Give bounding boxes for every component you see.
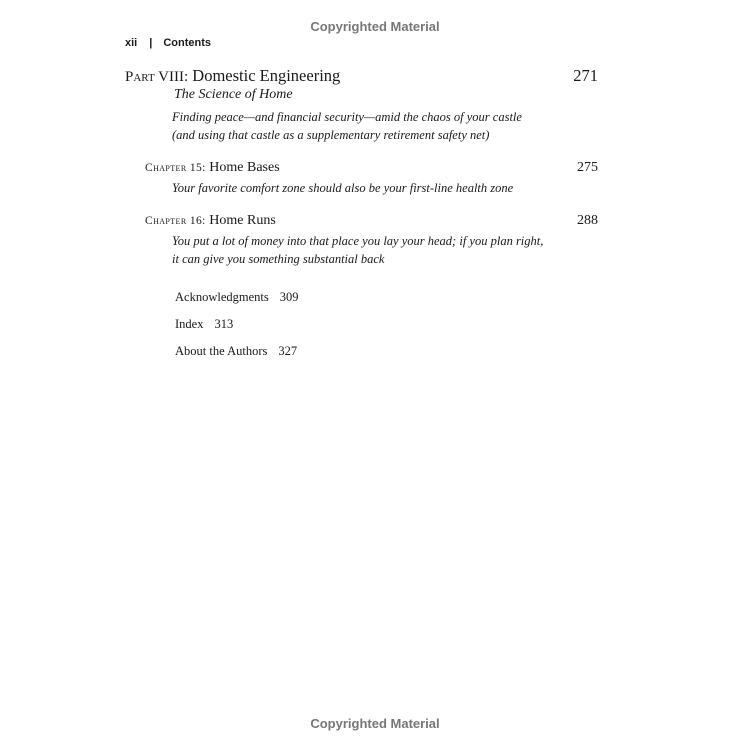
chapter-label: Chapter 15: [145,162,206,174]
running-head [125,37,211,49]
running-head-separator: | [149,37,153,49]
back-matter-title: About the Authors [175,344,268,358]
part-description-line: Finding peace—and financial security—amid the chaos of your castle [172,110,522,124]
chapter-title: Home Bases [209,160,280,175]
part-description-line: (and using that castle as a supplementary retirement safety net) [172,128,490,142]
toc-chapter-15[interactable] [145,160,280,176]
back-matter-page: 313 [214,317,234,331]
part-label: Part VIII: [125,69,189,85]
chapter-title: Home Runs [209,213,276,228]
chapter-description-line: You put a lot of money into that place you lay your head; if you plan right, [172,234,544,248]
toc-part-heading[interactable] [125,66,340,86]
toc-back-matter-item[interactable] [175,317,233,332]
back-matter-page: 309 [279,290,299,304]
folio-page-number: xii [125,37,138,49]
part-description [172,108,522,144]
chapter-description [172,179,513,197]
toc-chapter-16[interactable] [145,213,276,229]
back-matter-title: Acknowledgments [175,290,269,304]
toc-back-matter-item[interactable] [175,344,297,359]
chapter-description-line: it can give you something substantial back [172,252,385,266]
chapter-description-line: Your favorite comfort zone should also be your first-line health zone [172,181,514,195]
part-title: Domestic Engineering [192,66,341,85]
part-subtitle: The Science of Home [174,87,293,102]
chapter-label: Chapter 16: [145,215,206,227]
chapter-page-number: 275 [577,160,598,175]
chapter-page-number: 288 [577,213,598,228]
back-matter-page: 327 [278,344,298,358]
copyright-watermark-top: Copyrighted Material [310,19,440,34]
toc-back-matter-item[interactable] [175,290,298,305]
part-page-number: 271 [573,66,598,85]
chapter-description [172,232,543,268]
copyright-watermark-bottom: Copyrighted Material [310,716,440,731]
back-matter-title: Index [175,317,204,331]
running-head-section: Contents [163,37,211,49]
